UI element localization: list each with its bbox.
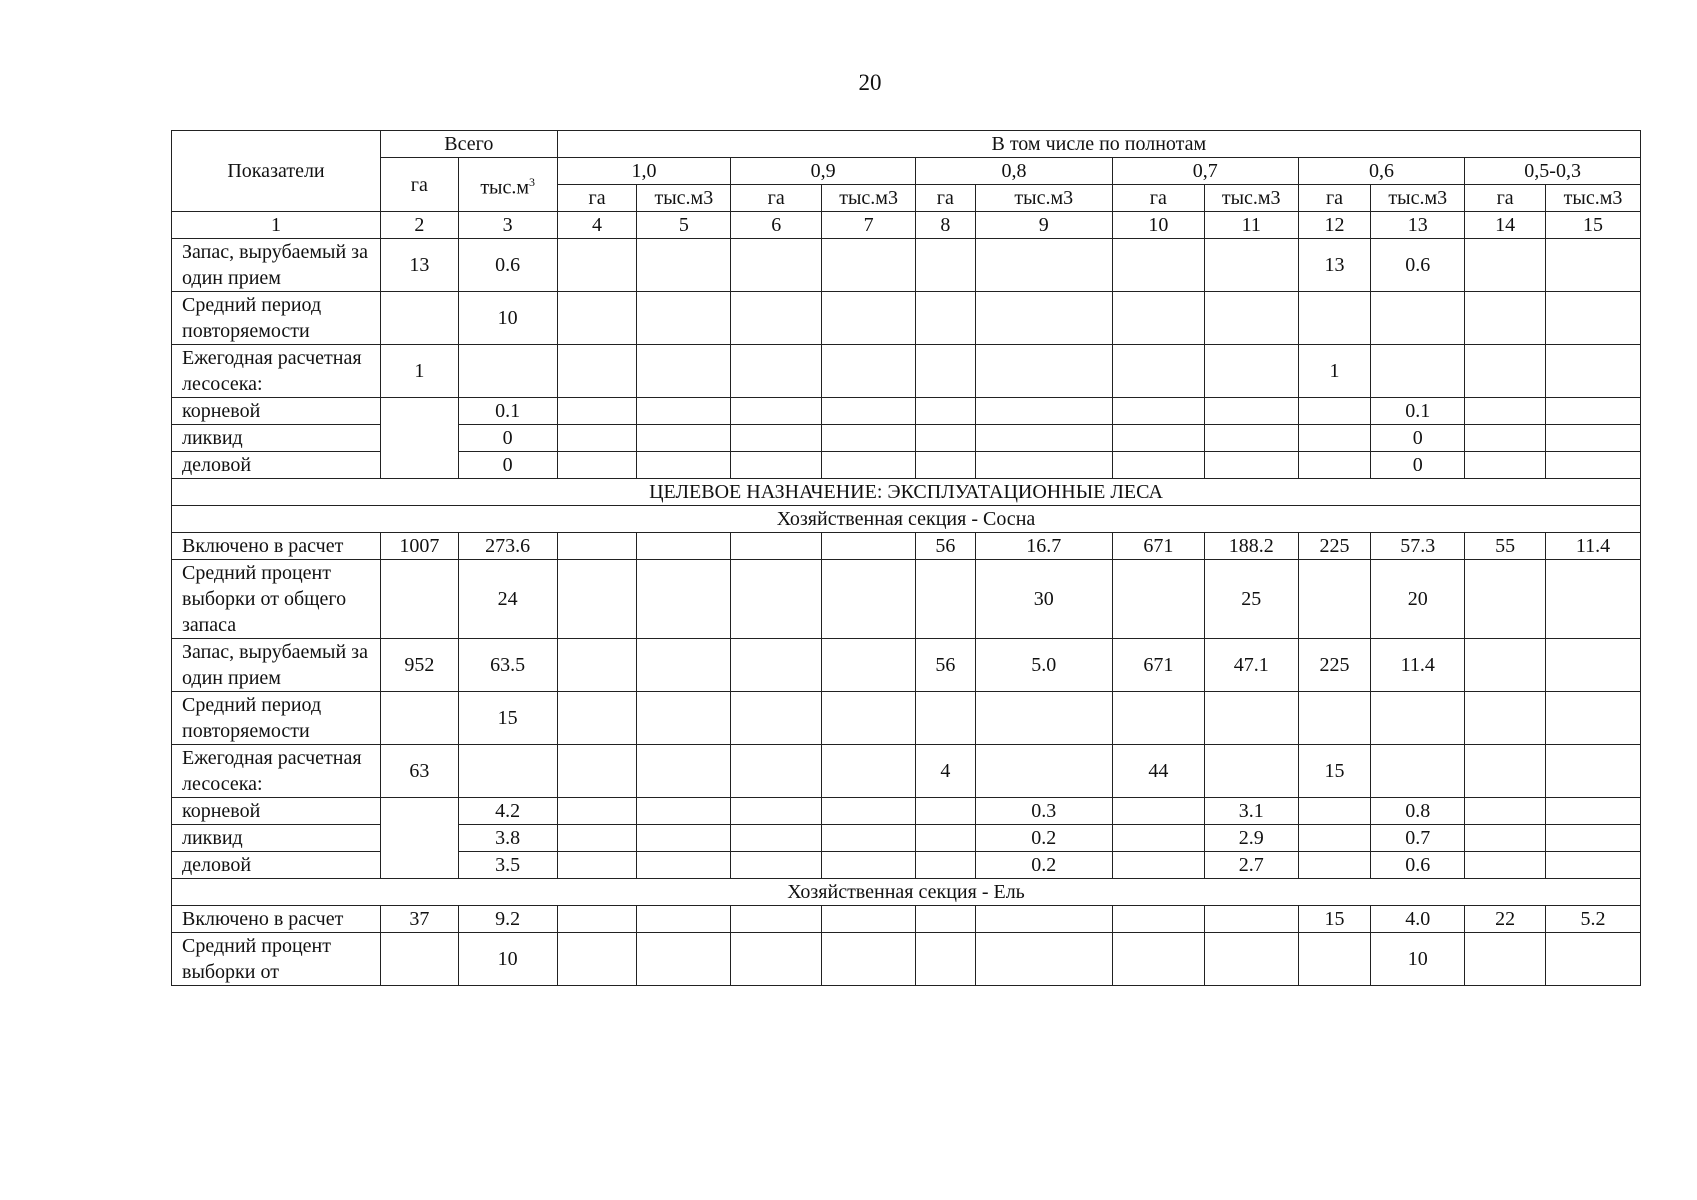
column-number: 1 — [172, 212, 381, 239]
table-cell — [557, 852, 637, 879]
table-cell — [637, 639, 731, 692]
table-cell — [1112, 239, 1204, 292]
table-cell: 0.2 — [975, 825, 1112, 852]
table-cell: 0.1 — [458, 398, 557, 425]
table-cell — [916, 933, 976, 986]
table-cell — [1465, 345, 1546, 398]
table-cell — [1204, 239, 1298, 292]
column-number: 5 — [637, 212, 731, 239]
header-density: 1,0 — [557, 158, 731, 185]
table-cell — [557, 933, 637, 986]
table-cell — [637, 852, 731, 879]
table-cell — [557, 798, 637, 825]
table-cell — [822, 425, 916, 452]
table-cell: 0.1 — [1371, 398, 1465, 425]
merged-empty-cell — [380, 398, 458, 479]
row-label: Включено в расчет — [172, 906, 381, 933]
table-cell: 30 — [975, 560, 1112, 639]
table-cell: 24 — [458, 560, 557, 639]
table-cell — [975, 239, 1112, 292]
table-cell — [1371, 692, 1465, 745]
table-cell: 225 — [1298, 639, 1371, 692]
table-cell — [1465, 239, 1546, 292]
table-cell: 10 — [458, 933, 557, 986]
table-cell: 37 — [380, 906, 458, 933]
table-row — [172, 345, 1641, 398]
table-cell — [916, 425, 976, 452]
table-row — [172, 745, 1641, 798]
column-number: 4 — [557, 212, 637, 239]
table-cell: 188.2 — [1204, 533, 1298, 560]
table-cell — [557, 560, 637, 639]
table-cell — [458, 745, 557, 798]
table-cell — [637, 292, 731, 345]
header-unit-ha: га — [1112, 185, 1204, 212]
table-cell — [916, 345, 976, 398]
table-cell — [1546, 639, 1641, 692]
table-cell: 1007 — [380, 533, 458, 560]
section-row — [172, 879, 1641, 906]
table-cell — [1546, 933, 1641, 986]
table-cell — [1298, 798, 1371, 825]
header-density: 0,5-0,3 — [1465, 158, 1641, 185]
column-number: 11 — [1204, 212, 1298, 239]
table-cell: 0 — [1371, 425, 1465, 452]
table-cell: 0.6 — [1371, 852, 1465, 879]
table-cell — [1112, 292, 1204, 345]
row-label: ликвид — [172, 425, 381, 452]
table-cell — [557, 639, 637, 692]
table-cell — [916, 560, 976, 639]
column-number: 7 — [822, 212, 916, 239]
table-cell — [731, 906, 822, 933]
table-cell: 0.3 — [975, 798, 1112, 825]
table-cell — [822, 239, 916, 292]
table-cell — [380, 933, 458, 986]
header-indicators: Показатели — [172, 131, 381, 212]
table-cell — [1204, 933, 1298, 986]
row-label: Средний процент выборки от — [172, 933, 381, 986]
table-cell — [1112, 398, 1204, 425]
table-cell — [1371, 292, 1465, 345]
table-cell — [731, 398, 822, 425]
table-cell: 16.7 — [975, 533, 1112, 560]
harvest-table — [171, 130, 1641, 986]
table-cell — [822, 933, 916, 986]
column-number: 10 — [1112, 212, 1204, 239]
table-cell — [1465, 292, 1546, 345]
table-cell — [1112, 852, 1204, 879]
table-cell — [637, 560, 731, 639]
table-cell — [458, 345, 557, 398]
row-label: Включено в расчет — [172, 533, 381, 560]
column-number-row — [172, 212, 1641, 239]
header-total-volume-sup: 3 — [529, 174, 536, 189]
table-cell — [731, 292, 822, 345]
header-total: Всего — [380, 131, 557, 158]
table-cell: 13 — [1298, 239, 1371, 292]
table-cell — [1204, 745, 1298, 798]
table-cell: 20 — [1371, 560, 1465, 639]
table-cell — [1204, 692, 1298, 745]
table-cell: 0.6 — [458, 239, 557, 292]
table-cell — [916, 825, 976, 852]
table-cell: 2.7 — [1204, 852, 1298, 879]
table-cell — [557, 533, 637, 560]
header-unit-volume: тыс.м3 — [1204, 185, 1298, 212]
table-cell: 0.7 — [1371, 825, 1465, 852]
table-cell: 225 — [1298, 533, 1371, 560]
table-cell: 11.4 — [1546, 533, 1641, 560]
table-cell — [916, 692, 976, 745]
table-cell — [1546, 452, 1641, 479]
table-cell — [822, 533, 916, 560]
table-cell — [1204, 345, 1298, 398]
table-cell — [975, 906, 1112, 933]
table-cell — [557, 425, 637, 452]
table-cell — [1204, 906, 1298, 933]
table-cell: 44 — [1112, 745, 1204, 798]
table-cell — [1204, 452, 1298, 479]
table-cell: 63 — [380, 745, 458, 798]
table-cell — [637, 533, 731, 560]
table-cell — [557, 825, 637, 852]
table-cell — [557, 906, 637, 933]
table-cell — [1298, 560, 1371, 639]
table-cell — [1465, 639, 1546, 692]
table-cell — [637, 933, 731, 986]
row-label: корневой — [172, 398, 381, 425]
table-cell: 15 — [1298, 745, 1371, 798]
table-cell — [1465, 852, 1546, 879]
table-cell — [731, 345, 822, 398]
table-cell: 56 — [916, 533, 976, 560]
table-cell — [1546, 798, 1641, 825]
table-cell — [1546, 239, 1641, 292]
header-density: 0,8 — [916, 158, 1113, 185]
table-cell — [822, 398, 916, 425]
table-cell — [1112, 798, 1204, 825]
table-row — [172, 798, 1641, 825]
table-cell — [380, 292, 458, 345]
column-number: 9 — [975, 212, 1112, 239]
table-cell — [731, 745, 822, 798]
table-cell — [1465, 398, 1546, 425]
table-cell — [975, 292, 1112, 345]
section-row — [172, 479, 1641, 506]
table-cell — [637, 692, 731, 745]
column-number: 14 — [1465, 212, 1546, 239]
column-number: 8 — [916, 212, 976, 239]
table-cell — [1546, 745, 1641, 798]
header-total-ha: га — [380, 158, 458, 212]
table-cell — [637, 345, 731, 398]
table-cell: 273.6 — [458, 533, 557, 560]
table-cell — [916, 852, 976, 879]
table-cell — [731, 239, 822, 292]
section-row — [172, 506, 1641, 533]
table-cell: 5.2 — [1546, 906, 1641, 933]
table-cell: 0.2 — [975, 852, 1112, 879]
table-cell — [822, 692, 916, 745]
table-cell: 56 — [916, 639, 976, 692]
table-cell: 0.8 — [1371, 798, 1465, 825]
table-cell — [557, 345, 637, 398]
header-unit-volume: тыс.м3 — [1371, 185, 1465, 212]
table-cell — [822, 825, 916, 852]
table-cell — [1465, 560, 1546, 639]
table-cell — [731, 560, 822, 639]
table-cell: 15 — [1298, 906, 1371, 933]
row-label: ликвид — [172, 825, 381, 852]
table-cell — [637, 452, 731, 479]
header-unit-volume: тыс.м3 — [637, 185, 731, 212]
column-number: 13 — [1371, 212, 1465, 239]
table-cell — [1546, 692, 1641, 745]
table-cell: 15 — [458, 692, 557, 745]
table-cell — [1112, 825, 1204, 852]
table-cell — [1298, 852, 1371, 879]
header-by-density: В том числе по полнотам — [557, 131, 1640, 158]
header-unit-ha: га — [557, 185, 637, 212]
table-cell — [975, 425, 1112, 452]
table-cell — [916, 239, 976, 292]
table-cell — [975, 345, 1112, 398]
table-cell — [380, 560, 458, 639]
table-cell — [1465, 825, 1546, 852]
row-label: корневой — [172, 798, 381, 825]
table-cell: 5.0 — [975, 639, 1112, 692]
table-cell — [1298, 933, 1371, 986]
table-row — [172, 398, 1641, 425]
row-label: деловой — [172, 852, 381, 879]
table-cell — [1546, 825, 1641, 852]
table-cell: 3.8 — [458, 825, 557, 852]
table-cell — [822, 852, 916, 879]
table-cell — [822, 452, 916, 479]
table-cell: 57.3 — [1371, 533, 1465, 560]
table-cell: 10 — [458, 292, 557, 345]
header-density: 0,6 — [1298, 158, 1465, 185]
header-unit-ha: га — [916, 185, 976, 212]
row-label: Средний период повторяемости — [172, 292, 381, 345]
table-cell: 63.5 — [458, 639, 557, 692]
table-cell: 4.2 — [458, 798, 557, 825]
table-cell — [1465, 692, 1546, 745]
header-unit-volume: тыс.м3 — [1546, 185, 1641, 212]
table-cell — [916, 292, 976, 345]
table-cell — [975, 692, 1112, 745]
table-cell — [637, 425, 731, 452]
table-cell — [1204, 292, 1298, 345]
table-cell — [1465, 745, 1546, 798]
table-cell — [557, 239, 637, 292]
table-cell — [975, 933, 1112, 986]
column-number: 12 — [1298, 212, 1371, 239]
table-cell — [1371, 345, 1465, 398]
table-cell — [1112, 692, 1204, 745]
table-cell: 10 — [1371, 933, 1465, 986]
table-cell: 3.5 — [458, 852, 557, 879]
row-label: Ежегодная расчетная лесосека: — [172, 745, 381, 798]
table-cell — [731, 933, 822, 986]
table-cell — [1546, 852, 1641, 879]
table-cell — [822, 906, 916, 933]
table-row — [172, 933, 1641, 986]
table-cell: 952 — [380, 639, 458, 692]
table-cell — [822, 745, 916, 798]
header-unit-ha: га — [1465, 185, 1546, 212]
header-unit-ha: га — [731, 185, 822, 212]
table-row — [172, 639, 1641, 692]
table-header — [172, 131, 1641, 239]
table-cell — [731, 452, 822, 479]
row-label: Запас, вырубаемый за один прием — [172, 239, 381, 292]
table-cell — [557, 398, 637, 425]
table-cell — [822, 345, 916, 398]
table-cell — [1546, 292, 1641, 345]
table-cell — [975, 745, 1112, 798]
table-cell — [1112, 933, 1204, 986]
section-title-spruce: Хозяйственная секция - Ель — [172, 879, 1641, 906]
table-row — [172, 533, 1641, 560]
table-cell — [637, 825, 731, 852]
table-cell — [731, 825, 822, 852]
table-cell: 11.4 — [1371, 639, 1465, 692]
table-cell — [1204, 398, 1298, 425]
column-number: 6 — [731, 212, 822, 239]
purpose-title: ЦЕЛЕВОЕ НАЗНАЧЕНИЕ: ЭКСПЛУАТАЦИОННЫЕ ЛЕСА — [172, 479, 1641, 506]
table-cell: 0 — [1371, 452, 1465, 479]
table-cell — [1112, 906, 1204, 933]
table-cell — [916, 906, 976, 933]
row-label: Запас, вырубаемый за один прием — [172, 639, 381, 692]
table-cell — [1298, 452, 1371, 479]
row-label: деловой — [172, 452, 381, 479]
table-cell — [557, 452, 637, 479]
table-cell — [1298, 292, 1371, 345]
table-cell — [975, 398, 1112, 425]
table-cell — [637, 798, 731, 825]
table-cell — [1371, 745, 1465, 798]
table-cell — [916, 798, 976, 825]
table-cell — [1546, 398, 1641, 425]
table-row — [172, 906, 1641, 933]
table-cell: 0 — [458, 452, 557, 479]
table-cell — [557, 745, 637, 798]
row-label: Ежегодная расчетная лесосека: — [172, 345, 381, 398]
section-title-pine: Хозяйственная секция - Сосна — [172, 506, 1641, 533]
table-cell — [731, 692, 822, 745]
table-cell: 9.2 — [458, 906, 557, 933]
table-cell — [1112, 560, 1204, 639]
table-cell — [916, 452, 976, 479]
column-number: 15 — [1546, 212, 1641, 239]
table-cell — [1112, 452, 1204, 479]
header-unit-ha: га — [1298, 185, 1371, 212]
table-cell — [731, 639, 822, 692]
table-cell: 2.9 — [1204, 825, 1298, 852]
table-cell: 0.6 — [1371, 239, 1465, 292]
table-cell: 55 — [1465, 533, 1546, 560]
table-cell: 25 — [1204, 560, 1298, 639]
header-unit-volume: тыс.м3 — [975, 185, 1112, 212]
table-cell — [822, 292, 916, 345]
table-cell — [1465, 452, 1546, 479]
table-cell — [822, 560, 916, 639]
table-cell: 0 — [458, 425, 557, 452]
row-label: Средний процент выборки от общего запаса — [172, 560, 381, 639]
table-cell — [731, 798, 822, 825]
table-cell — [1546, 560, 1641, 639]
table-cell: 671 — [1112, 533, 1204, 560]
table-row — [172, 692, 1641, 745]
table-cell — [1298, 398, 1371, 425]
table-cell — [1546, 425, 1641, 452]
table-cell: 1 — [380, 345, 458, 398]
table-cell — [637, 906, 731, 933]
table-cell — [731, 533, 822, 560]
row-label: Средний период повторяемости — [172, 692, 381, 745]
table-row — [172, 560, 1641, 639]
table-cell — [380, 692, 458, 745]
table-row — [172, 239, 1641, 292]
table-cell — [1465, 933, 1546, 986]
table-cell: 671 — [1112, 639, 1204, 692]
table-cell — [1298, 425, 1371, 452]
table-cell — [822, 639, 916, 692]
table-cell — [975, 452, 1112, 479]
column-number: 3 — [458, 212, 557, 239]
header-unit-volume: тыс.м3 — [822, 185, 916, 212]
table-cell: 22 — [1465, 906, 1546, 933]
table-cell: 1 — [1298, 345, 1371, 398]
table-cell — [1298, 692, 1371, 745]
column-number: 2 — [380, 212, 458, 239]
table-cell — [557, 292, 637, 345]
table-cell: 13 — [380, 239, 458, 292]
table-body — [172, 239, 1641, 986]
table-cell: 3.1 — [1204, 798, 1298, 825]
table-cell — [1298, 825, 1371, 852]
table-cell: 4.0 — [1371, 906, 1465, 933]
table-cell — [1546, 345, 1641, 398]
table-cell — [637, 398, 731, 425]
table-cell: 4 — [916, 745, 976, 798]
table-cell — [557, 692, 637, 745]
table-cell — [1112, 345, 1204, 398]
table-cell — [1465, 425, 1546, 452]
table-cell: 47.1 — [1204, 639, 1298, 692]
header-total-volume — [458, 158, 557, 212]
table-cell — [731, 852, 822, 879]
table-cell — [637, 745, 731, 798]
table-cell — [916, 398, 976, 425]
table-cell — [637, 239, 731, 292]
table-cell — [1112, 425, 1204, 452]
header-density: 0,7 — [1112, 158, 1298, 185]
table-cell — [822, 798, 916, 825]
header-total-volume-unit: тыс.м — [480, 176, 530, 199]
merged-empty-cell — [380, 798, 458, 879]
table-cell — [1204, 425, 1298, 452]
table-cell — [1465, 798, 1546, 825]
header-density: 0,9 — [731, 158, 916, 185]
table-cell — [731, 425, 822, 452]
table-row — [172, 292, 1641, 345]
page-number: 20 — [858, 70, 882, 95]
